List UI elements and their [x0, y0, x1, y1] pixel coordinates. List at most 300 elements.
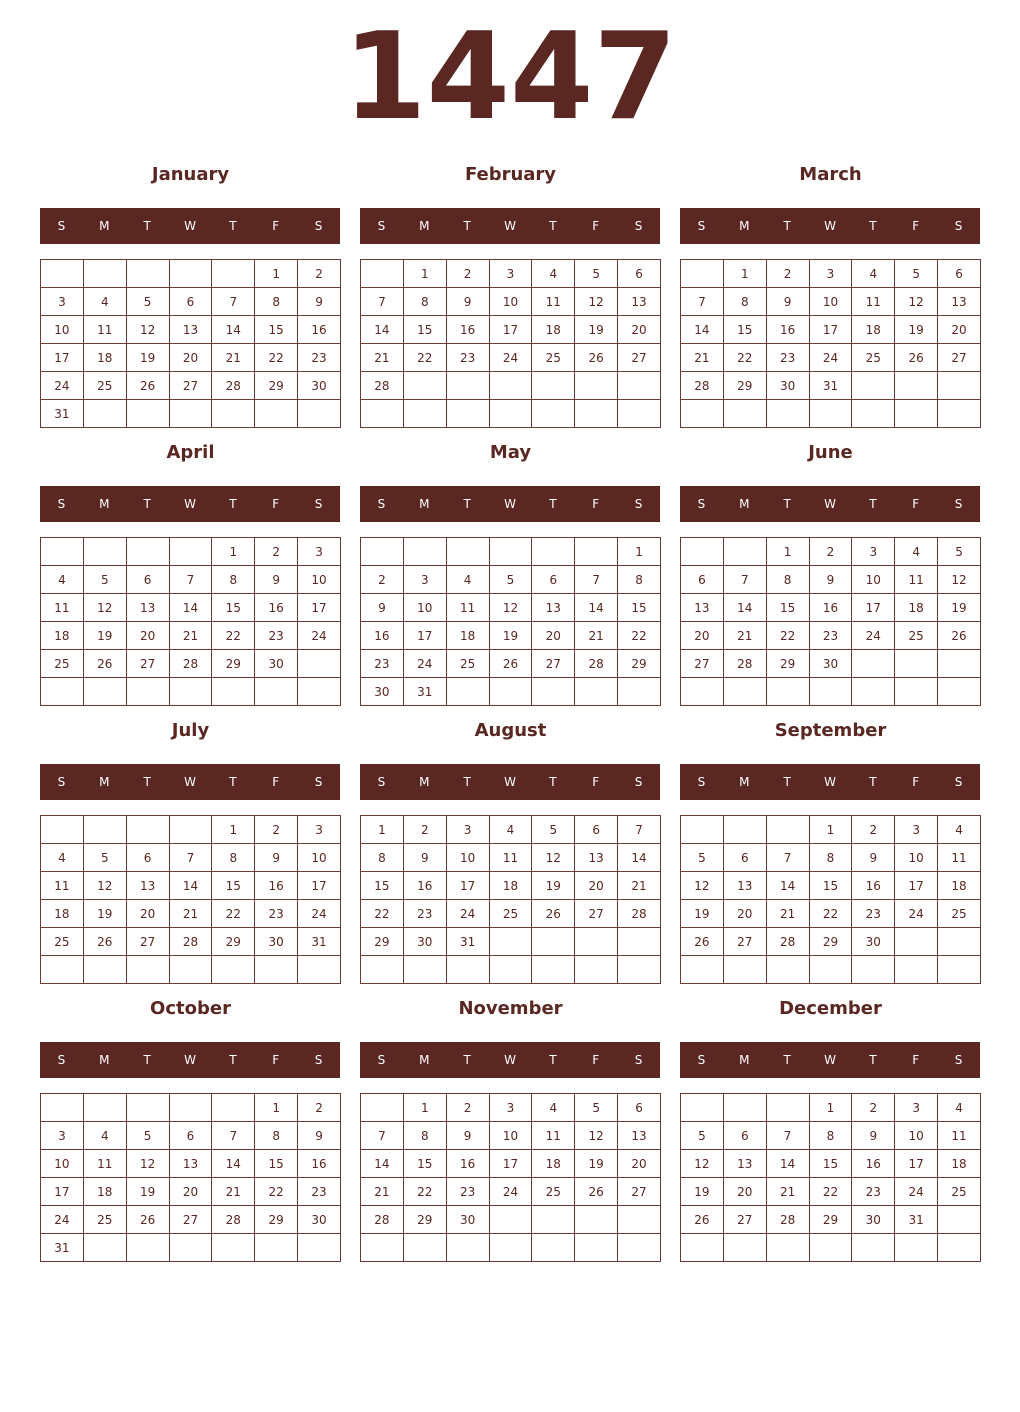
week-row: [41, 956, 341, 984]
day-cell: 4: [489, 816, 532, 844]
empty-cell: [126, 538, 169, 566]
day-cell: 25: [938, 1178, 981, 1206]
weekday-label: F: [912, 1053, 920, 1067]
week-row: [361, 650, 661, 678]
day-cell: 21: [575, 622, 618, 650]
empty-cell: [681, 260, 724, 288]
day-cell: 28: [212, 1206, 255, 1234]
day-cell: 24: [403, 650, 446, 678]
week-row: [681, 900, 981, 928]
empty-cell: [126, 1234, 169, 1262]
week-row: [681, 1150, 981, 1178]
day-cell: 10: [895, 844, 938, 872]
week-row: [361, 900, 661, 928]
empty-cell: [361, 956, 404, 984]
weekday-label: W: [824, 497, 836, 511]
week-row: [361, 566, 661, 594]
day-grid: [360, 1093, 661, 1262]
day-cell: 28: [169, 650, 212, 678]
week-row: [681, 622, 981, 650]
day-cell: 6: [169, 1122, 212, 1150]
empty-cell: [575, 956, 618, 984]
empty-cell: [446, 956, 489, 984]
day-cell: 29: [212, 650, 255, 678]
day-cell: 25: [489, 900, 532, 928]
day-cell: 30: [852, 928, 895, 956]
empty-cell: [766, 678, 809, 706]
empty-cell: [489, 400, 532, 428]
day-cell: 21: [766, 1178, 809, 1206]
weekday-label: M: [419, 775, 430, 789]
weekday-label: T: [869, 775, 877, 789]
weekday-label: T: [869, 497, 877, 511]
week-row: [361, 956, 661, 984]
week-row: [361, 1122, 661, 1150]
day-cell: 29: [255, 372, 298, 400]
day-cell: 16: [255, 872, 298, 900]
day-cell: 25: [938, 900, 981, 928]
day-cell: 1: [766, 538, 809, 566]
empty-cell: [618, 400, 661, 428]
empty-cell: [446, 538, 489, 566]
week-row: [681, 400, 981, 428]
day-cell: 4: [41, 566, 84, 594]
empty-cell: [403, 538, 446, 566]
weekday-label: S: [634, 219, 643, 233]
empty-cell: [489, 1206, 532, 1234]
weekday-label: T: [463, 497, 471, 511]
empty-cell: [532, 956, 575, 984]
weekday-label: M: [99, 497, 110, 511]
day-cell: 1: [618, 538, 661, 566]
empty-cell: [212, 400, 255, 428]
day-cell: 6: [126, 566, 169, 594]
empty-cell: [895, 678, 938, 706]
day-cell: 4: [938, 816, 981, 844]
weekday-label: S: [377, 1053, 386, 1067]
day-cell: 28: [361, 372, 404, 400]
week-row: [681, 260, 981, 288]
weekday-label: W: [504, 497, 516, 511]
day-cell: 21: [766, 900, 809, 928]
day-cell: 18: [83, 1178, 126, 1206]
day-cell: 26: [575, 1178, 618, 1206]
day-cell: 7: [575, 566, 618, 594]
week-row: [361, 622, 661, 650]
empty-cell: [681, 816, 724, 844]
empty-cell: [83, 1094, 126, 1122]
day-cell: 29: [809, 1206, 852, 1234]
weekday-label: M: [99, 1053, 110, 1067]
day-cell: 23: [255, 622, 298, 650]
week-row: [41, 678, 341, 706]
day-cell: 9: [361, 594, 404, 622]
day-cell: 15: [403, 1150, 446, 1178]
day-cell: 16: [255, 594, 298, 622]
day-cell: 1: [361, 816, 404, 844]
week-row: [361, 844, 661, 872]
day-cell: 2: [298, 1094, 341, 1122]
day-cell: 28: [575, 650, 618, 678]
day-cell: 30: [255, 928, 298, 956]
day-cell: 23: [446, 344, 489, 372]
empty-cell: [766, 1094, 809, 1122]
day-cell: 20: [681, 622, 724, 650]
day-cell: 24: [809, 344, 852, 372]
day-cell: 27: [169, 372, 212, 400]
week-row: [681, 372, 981, 400]
day-cell: 30: [766, 372, 809, 400]
day-cell: 18: [938, 1150, 981, 1178]
weekday-label: S: [634, 775, 643, 789]
day-cell: 15: [255, 1150, 298, 1178]
day-cell: 6: [938, 260, 981, 288]
day-cell: 18: [446, 622, 489, 650]
day-cell: 7: [766, 844, 809, 872]
day-cell: 21: [169, 622, 212, 650]
weekday-label: T: [229, 219, 237, 233]
day-cell: 28: [766, 1206, 809, 1234]
weekday-header: [40, 208, 340, 244]
weekday-label: S: [57, 219, 66, 233]
day-cell: 20: [532, 622, 575, 650]
week-row: [681, 1206, 981, 1234]
day-cell: 2: [255, 816, 298, 844]
day-cell: 12: [489, 594, 532, 622]
day-cell: 6: [618, 1094, 661, 1122]
day-cell: 19: [489, 622, 532, 650]
day-cell: 28: [361, 1206, 404, 1234]
day-cell: 26: [532, 900, 575, 928]
day-cell: 13: [169, 1150, 212, 1178]
empty-cell: [938, 650, 981, 678]
day-grid: [40, 259, 341, 428]
week-row: [41, 1178, 341, 1206]
day-cell: 24: [895, 1178, 938, 1206]
day-cell: 7: [766, 1122, 809, 1150]
weekday-header: [40, 1042, 340, 1078]
weekday-label: S: [314, 1053, 323, 1067]
day-cell: 13: [126, 594, 169, 622]
empty-cell: [212, 1234, 255, 1262]
day-cell: 29: [766, 650, 809, 678]
week-row: [681, 816, 981, 844]
day-cell: 10: [895, 1122, 938, 1150]
day-cell: 22: [255, 1178, 298, 1206]
week-row: [41, 316, 341, 344]
day-cell: 23: [766, 344, 809, 372]
empty-cell: [575, 400, 618, 428]
day-cell: 1: [255, 260, 298, 288]
day-cell: 17: [41, 344, 84, 372]
weekday-label: S: [697, 775, 706, 789]
empty-cell: [681, 538, 724, 566]
weekday-header: [360, 764, 660, 800]
empty-cell: [41, 678, 84, 706]
day-cell: 12: [938, 566, 981, 594]
day-cell: 22: [212, 900, 255, 928]
day-cell: 14: [361, 316, 404, 344]
day-cell: 25: [532, 1178, 575, 1206]
weekday-label: W: [184, 775, 196, 789]
day-cell: 2: [446, 1094, 489, 1122]
empty-cell: [489, 928, 532, 956]
weekday-label: T: [143, 775, 151, 789]
empty-cell: [169, 956, 212, 984]
day-cell: 21: [723, 622, 766, 650]
weekday-label: F: [272, 497, 280, 511]
weekday-label: S: [57, 1053, 66, 1067]
day-cell: 14: [212, 1150, 255, 1178]
day-cell: 21: [212, 344, 255, 372]
empty-cell: [723, 678, 766, 706]
weekday-label: T: [783, 497, 791, 511]
day-cell: 4: [83, 288, 126, 316]
day-cell: 23: [403, 900, 446, 928]
weekday-label: F: [272, 219, 280, 233]
day-cell: 16: [403, 872, 446, 900]
day-cell: 31: [446, 928, 489, 956]
day-cell: 1: [403, 260, 446, 288]
weekday-label: M: [739, 775, 750, 789]
day-cell: 25: [852, 344, 895, 372]
weekday-header: [680, 764, 980, 800]
day-cell: 26: [126, 1206, 169, 1234]
week-row: [41, 594, 341, 622]
day-cell: 6: [723, 1122, 766, 1150]
day-cell: 27: [681, 650, 724, 678]
empty-cell: [681, 678, 724, 706]
day-cell: 11: [852, 288, 895, 316]
empty-cell: [938, 1234, 981, 1262]
day-cell: 23: [446, 1178, 489, 1206]
week-row: [681, 844, 981, 872]
weekday-label: S: [634, 1053, 643, 1067]
day-cell: 19: [83, 622, 126, 650]
day-cell: 30: [298, 372, 341, 400]
empty-cell: [575, 678, 618, 706]
empty-cell: [895, 400, 938, 428]
day-cell: 16: [809, 594, 852, 622]
day-cell: 15: [212, 594, 255, 622]
week-row: [681, 650, 981, 678]
day-cell: 19: [681, 900, 724, 928]
day-cell: 19: [126, 344, 169, 372]
empty-cell: [361, 260, 404, 288]
empty-cell: [489, 538, 532, 566]
day-cell: 8: [809, 1122, 852, 1150]
day-cell: 21: [681, 344, 724, 372]
day-cell: 30: [298, 1206, 341, 1234]
weekday-label: T: [463, 1053, 471, 1067]
day-cell: 13: [938, 288, 981, 316]
day-cell: 26: [575, 344, 618, 372]
day-cell: 15: [212, 872, 255, 900]
day-cell: 3: [489, 260, 532, 288]
day-cell: 15: [723, 316, 766, 344]
day-cell: 1: [212, 538, 255, 566]
empty-cell: [895, 956, 938, 984]
day-cell: 9: [446, 288, 489, 316]
day-cell: 27: [618, 344, 661, 372]
day-cell: 23: [298, 344, 341, 372]
week-row: [361, 1178, 661, 1206]
weekday-header: [680, 208, 980, 244]
weekday-label: W: [504, 219, 516, 233]
empty-cell: [361, 1234, 404, 1262]
day-cell: 5: [489, 566, 532, 594]
day-cell: 5: [83, 566, 126, 594]
week-row: [361, 400, 661, 428]
empty-cell: [169, 538, 212, 566]
empty-cell: [895, 1234, 938, 1262]
empty-cell: [723, 538, 766, 566]
day-cell: 5: [126, 1122, 169, 1150]
day-cell: 12: [83, 594, 126, 622]
empty-cell: [575, 538, 618, 566]
week-row: [361, 816, 661, 844]
day-cell: 16: [766, 316, 809, 344]
empty-cell: [446, 1234, 489, 1262]
month-november: [360, 996, 661, 1266]
empty-cell: [532, 400, 575, 428]
day-cell: 10: [41, 1150, 84, 1178]
month-title: February: [464, 164, 557, 185]
day-cell: 25: [83, 1206, 126, 1234]
day-cell: 30: [361, 678, 404, 706]
day-cell: 19: [575, 316, 618, 344]
day-cell: 11: [83, 316, 126, 344]
week-row: [361, 678, 661, 706]
empty-cell: [938, 678, 981, 706]
day-cell: 31: [298, 928, 341, 956]
day-cell: 8: [403, 288, 446, 316]
day-cell: 10: [809, 288, 852, 316]
empty-cell: [403, 372, 446, 400]
day-cell: 10: [446, 844, 489, 872]
day-cell: 18: [41, 622, 84, 650]
day-cell: 14: [618, 844, 661, 872]
day-cell: 16: [446, 316, 489, 344]
empty-cell: [532, 678, 575, 706]
day-cell: 17: [489, 1150, 532, 1178]
week-row: [681, 928, 981, 956]
empty-cell: [83, 400, 126, 428]
day-cell: 30: [255, 650, 298, 678]
empty-cell: [809, 400, 852, 428]
day-cell: 11: [532, 288, 575, 316]
day-grid: [40, 537, 341, 706]
day-cell: 8: [723, 288, 766, 316]
weekday-label: W: [824, 219, 836, 233]
month-september: [680, 718, 981, 988]
day-cell: 29: [618, 650, 661, 678]
day-cell: 3: [852, 538, 895, 566]
week-row: [361, 344, 661, 372]
weekday-label: M: [739, 219, 750, 233]
day-cell: 25: [895, 622, 938, 650]
day-cell: 27: [618, 1178, 661, 1206]
day-cell: 17: [895, 1150, 938, 1178]
day-cell: 7: [361, 288, 404, 316]
day-cell: 27: [723, 1206, 766, 1234]
day-cell: 14: [681, 316, 724, 344]
day-cell: 8: [809, 844, 852, 872]
day-cell: 20: [938, 316, 981, 344]
week-row: [361, 260, 661, 288]
empty-cell: [126, 260, 169, 288]
day-cell: 31: [809, 372, 852, 400]
empty-cell: [723, 400, 766, 428]
day-cell: 8: [255, 1122, 298, 1150]
year-title: 1447: [343, 8, 677, 147]
week-row: [361, 1234, 661, 1262]
day-cell: 12: [126, 316, 169, 344]
weekday-label: W: [184, 1053, 196, 1067]
day-cell: 20: [618, 1150, 661, 1178]
day-cell: 13: [681, 594, 724, 622]
week-row: [361, 288, 661, 316]
day-cell: 2: [298, 260, 341, 288]
day-cell: 13: [575, 844, 618, 872]
day-cell: 8: [212, 566, 255, 594]
weekday-label: T: [549, 775, 557, 789]
weekday-label: W: [824, 775, 836, 789]
empty-cell: [126, 678, 169, 706]
day-cell: 22: [809, 1178, 852, 1206]
day-cell: 11: [41, 872, 84, 900]
empty-cell: [169, 1234, 212, 1262]
weekday-header: [360, 486, 660, 522]
month-april: [40, 440, 341, 710]
empty-cell: [895, 372, 938, 400]
day-cell: 27: [126, 650, 169, 678]
empty-cell: [298, 1234, 341, 1262]
day-cell: 23: [255, 900, 298, 928]
day-cell: 15: [403, 316, 446, 344]
empty-cell: [41, 1094, 84, 1122]
day-cell: 12: [575, 1122, 618, 1150]
day-cell: 25: [83, 372, 126, 400]
day-cell: 17: [895, 872, 938, 900]
day-cell: 18: [532, 1150, 575, 1178]
empty-cell: [83, 956, 126, 984]
week-row: [41, 260, 341, 288]
empty-cell: [575, 928, 618, 956]
month-may: [360, 440, 661, 710]
day-grid: [40, 1093, 341, 1262]
day-cell: 24: [895, 900, 938, 928]
day-cell: 2: [403, 816, 446, 844]
empty-cell: [41, 538, 84, 566]
month-title: January: [151, 164, 230, 185]
weekday-label: T: [463, 775, 471, 789]
empty-cell: [361, 400, 404, 428]
week-row: [41, 1234, 341, 1262]
day-cell: 13: [169, 316, 212, 344]
empty-cell: [852, 956, 895, 984]
day-cell: 20: [126, 900, 169, 928]
day-cell: 13: [532, 594, 575, 622]
day-cell: 21: [212, 1178, 255, 1206]
empty-cell: [723, 956, 766, 984]
day-cell: 19: [126, 1178, 169, 1206]
day-cell: 5: [895, 260, 938, 288]
day-cell: 20: [169, 344, 212, 372]
day-cell: 28: [723, 650, 766, 678]
day-cell: 10: [852, 566, 895, 594]
week-row: [41, 650, 341, 678]
